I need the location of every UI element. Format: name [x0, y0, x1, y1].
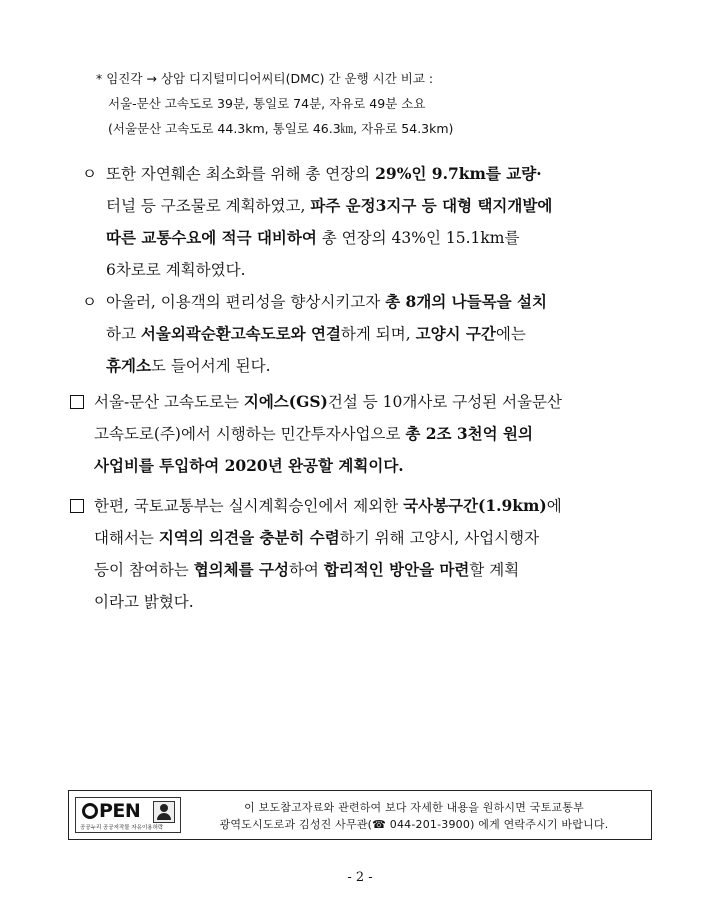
- circle-bullet-icon: ㅇ: [82, 293, 97, 311]
- circle-bullet-icon: ㅇ: [82, 165, 97, 183]
- kogl-open-badge: [75, 797, 181, 833]
- attribution-person-icon: [153, 801, 175, 823]
- note-line-3: (서울문산 고속도로 44.3km, 통일로 46.3㎞, 자유로 54.3km): [108, 121, 454, 136]
- note-line-1: * 임진각 → 상암 디지털미디어씨티(DMC) 간 운행 시간 비교 :: [96, 71, 434, 86]
- open-logo: PEN: [82, 800, 140, 822]
- main-paragraph-investment: 서울-문산 고속도로는 지에스(GS)건설 등 10개사로 구성된 서울문산 고속도로(주)에서 시행하는 민간투자사업으로 총 2조 3천억 원의 사업비를 투입하여 2020년 완공할 계획이다.: [70, 386, 660, 482]
- open-o-icon: [82, 803, 98, 819]
- open-subtitle: 공공누리 공공저작물 자유이용허락: [80, 825, 164, 831]
- travel-time-note: [96, 66, 453, 141]
- contact-info: [189, 799, 639, 833]
- square-bullet-icon: [70, 499, 84, 513]
- contact-footer-box: [68, 790, 652, 840]
- main-paragraph-guksabong: 한편, 국토교통부는 실시계획승인에서 제외한 국사봉구간(1.9km)에 대해서는 지역의 의견을 충분히 수렴하기 위해 고양시, 사업시행자 등이 참여하는 협의체를 구성하여 합리적인 방안을 마련할 계획 이라고 밝혔다.: [70, 490, 660, 618]
- sub-paragraph-structures: ㅇ 또한 자연훼손 최소화를 위해 총 연장의 29%인 9.7km를 교량· 터널 등 구조물로 계획하였고, 파주 운정3지구 등 대형 택지개발에 따른 교통수요에 적극 대비하여 총 연장의 43%인 15.1km를 6차로로 계획하였다.: [82, 158, 662, 286]
- sub-paragraph-interchanges: ㅇ 아울러, 이용객의 편리성을 향상시키고자 총 8개의 나들목을 설치 하고 서울외곽순환고속도로와 연결하게 되며, 고양시 구간에는 휴게소도 들어서게 된다.: [82, 286, 662, 382]
- page-number: - 2 -: [347, 870, 373, 885]
- contact-line-1: 이 보도참고자료와 관련하여 보다 자세한 내용을 원하시면 국토교통부: [244, 801, 584, 814]
- contact-line-2: 광역도시도로과 김성진 사무관(☎ 044-201-3900) 에게 연락주시기 바랍니다.: [219, 818, 609, 831]
- note-line-2: 서울-문산 고속도로 39분, 통일로 74분, 자유로 49분 소요: [108, 96, 426, 111]
- square-bullet-icon: [70, 395, 84, 409]
